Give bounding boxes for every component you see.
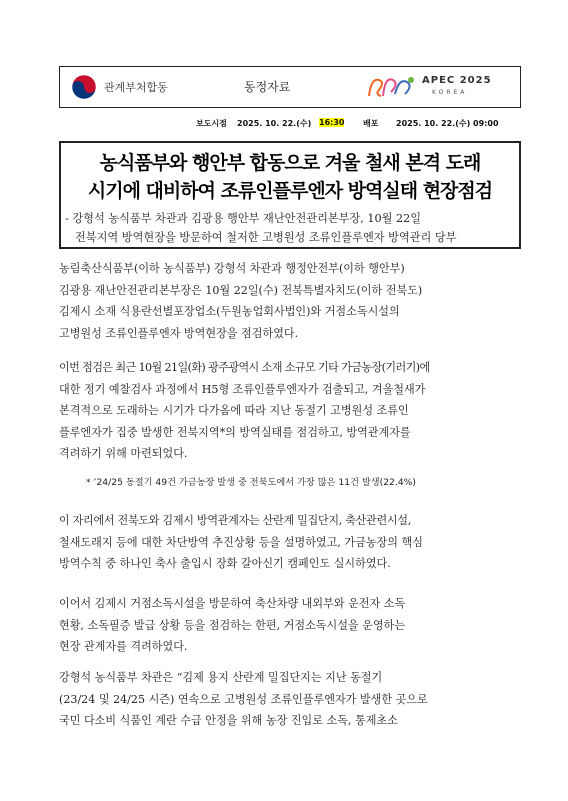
- subheadline-line-2: 전북지역 방역현장을 방문하여 철저한 고병원성 조류인플루엔자 방역관리 당부: [75, 231, 457, 244]
- paragraph-5: [59, 667, 521, 732]
- paragraph-4: [59, 593, 521, 658]
- press-label: 보도시점: [196, 119, 227, 128]
- apec-title: APEC 2025: [422, 75, 492, 86]
- paragraph-line: 고병원성 조류인플루엔자 방역현장을 점검하였다.: [59, 326, 299, 340]
- paragraph-line: 대한 정기 예찰검사 과정에서 H5형 조류인플루엔자가 검출되고, 겨울철새가: [59, 382, 426, 396]
- paragraph-line: 강형석 농식품부 차관은 “김제 용지 산란계 밀집단지는 지난 동절기: [59, 671, 383, 684]
- paragraph-1: [59, 258, 521, 344]
- paragraph-line: 격려하기 위해 마련되었다.: [59, 447, 188, 460]
- document-type: 동정자료: [244, 80, 291, 94]
- paragraph-line: 이번 점검은 최근 10월 21일(화) 광주광역시 소재 소규모 기타 가금농장(기러기)에: [59, 361, 430, 374]
- government-name: 관계부처합동: [104, 81, 168, 94]
- paragraph-line: 현황, 소독필증 발급 상황 등을 점검하는 한편, 거점소독시설을 운영하는: [59, 618, 406, 632]
- apec-logo: [365, 72, 419, 102]
- distribution-label: 배포: [363, 119, 379, 128]
- header-box: [59, 66, 521, 108]
- press-time: 16:30: [319, 118, 345, 127]
- paragraph-line: 국민 다소비 식품인 계란 수급 안정을 위해 농장 진입로 소독, 통제초소: [59, 714, 398, 727]
- paragraph-line: 플루엔자가 집중 발생한 전북지역*의 방역실태를 점검하고, 방역관계자를: [59, 425, 411, 439]
- paragraph-line: 본격적으로 도래하는 시기가 다가옴에 따라 지난 동절기 고병원성 조류인: [59, 404, 409, 417]
- paragraph-line: 농림축산식품부(이하 농식품부) 강형석 차관과 행정안전부(이하 행안부): [59, 262, 405, 275]
- headline-line-1: 농식품부와 행안부 합동으로 겨울 철새 본격 도래: [99, 152, 481, 174]
- government-taegeuk-logo: [70, 73, 98, 101]
- headline-line-2: 시기에 대비하여 조류인플루엔자 방역실태 현장점검: [87, 180, 493, 202]
- paragraph-line: (23/24 및 24/25 시즌) 연속으로 고병원성 조류인플루엔자가 발생한 곳으로: [59, 692, 428, 706]
- paragraph-3: [59, 510, 521, 575]
- paragraph-line: 철새도래지 등에 대한 차단방역 추진상황 등을 설명하였고, 가금농장의 핵심: [59, 535, 423, 549]
- subheadline-line-1: - 강형석 농식품부 차관과 김광용 행안부 재난안전관리본부장, 10월 22일: [65, 212, 422, 225]
- paragraph-line: 방역수칙 중 하나인 축사 출입시 장화 갈아신기 캠페인도 실시하였다.: [59, 557, 391, 570]
- distribution-date: 2025. 10. 22.(수) 09:00: [396, 119, 499, 128]
- paragraph-line: 이 자리에서 전북도와 김제시 방역관계자는 산란계 밀집단지, 축산관련시설,: [59, 514, 411, 527]
- apec-subtitle: KOREA: [432, 89, 468, 96]
- paragraph-line: 현장 관계자를 격려하였다.: [59, 640, 188, 653]
- release-info: [0, 118, 568, 132]
- paragraph-line: 이어서 김제시 거점소독시설을 방문하여 축산차량 내외부와 운전자 소독: [59, 597, 406, 610]
- title-box: [59, 141, 521, 249]
- paragraph-line: 김제시 소재 식용란선별포장업소(두원농업회사법인)와 거점소독시설의: [59, 305, 400, 318]
- press-date: 2025. 10. 22.(수): [237, 119, 312, 128]
- paragraph-line: 김광용 재난안전관리본부장은 10월 22일(수) 전북특별자치도(이하 전북도): [59, 283, 423, 297]
- paragraph-2: [59, 357, 521, 465]
- footnote: * ’24/25 동절기 49건 가금농장 발생 중 전북도에서 가장 많은 11건 발생(22.4%): [86, 477, 416, 488]
